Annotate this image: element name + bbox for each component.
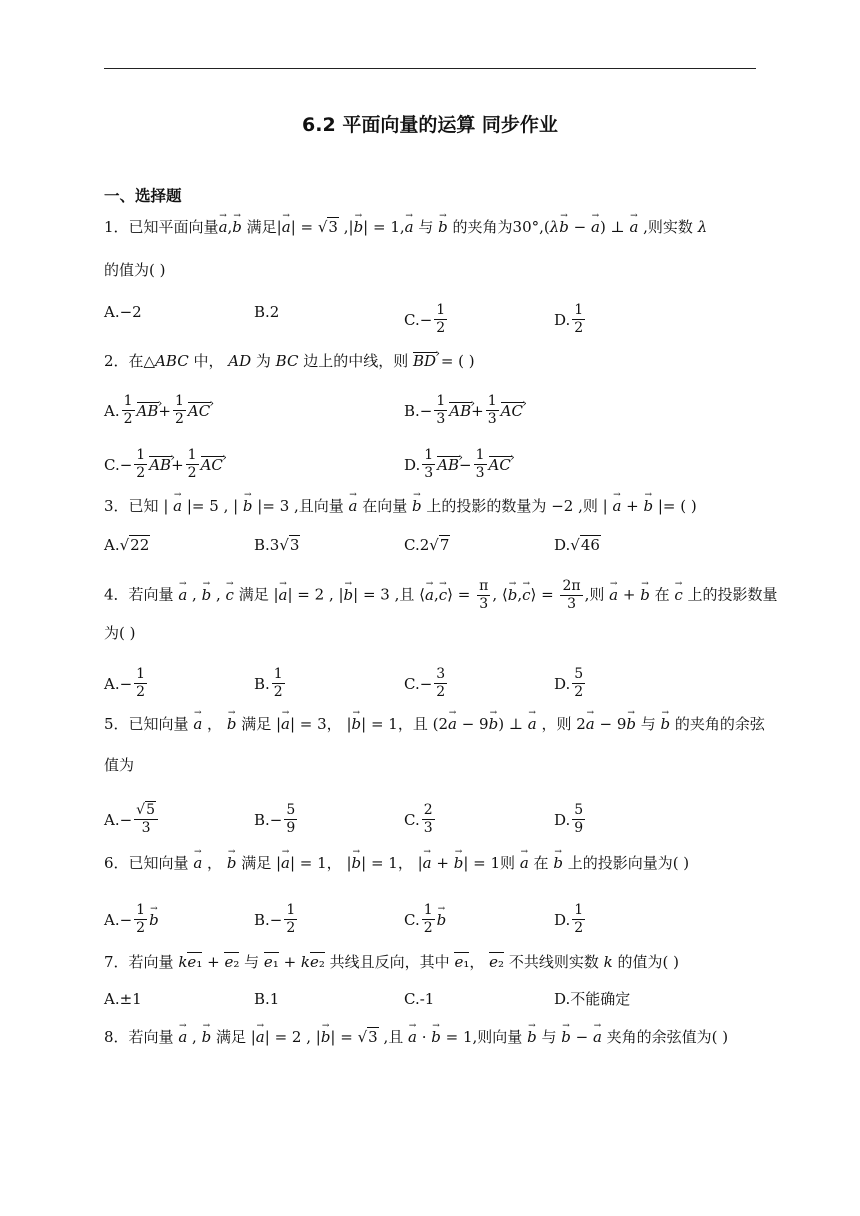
option-b[interactable]: B.− $\frac{1}{2}$ xyxy=(254,902,296,936)
section-heading: 一、选择题 xyxy=(104,187,182,205)
option-b[interactable]: B.2 xyxy=(254,303,280,321)
option-d[interactable]: D. $\frac{1}{2}$ xyxy=(554,302,584,336)
option-b[interactable]: B.3 √3 xyxy=(254,536,300,554)
option-d[interactable]: D. $\frac{1}{2}$ xyxy=(554,902,584,936)
question-3-stem: 3．已知 | → a |= 5 , | → b |= 3 ,且向量 → a 在向量 → b 上的投影的数量为 −2 ,则 | → a + → b |= ( ) xyxy=(104,496,697,516)
option-c[interactable]: C.2 √7 xyxy=(404,536,450,554)
question-7-stem: 7．若向量 ke₁ + e₂ 与 e₁ + ke₂ 共线且反向，其中 e₁， e₂ 不共线则实数 k 的值为( ) xyxy=(104,953,679,971)
option-a[interactable]: A.− $\frac{√5}{3}$ xyxy=(104,802,160,837)
option-b[interactable]: B. $\frac{1}{2}$ xyxy=(254,666,283,700)
option-a[interactable]: A. √22 xyxy=(104,536,150,554)
option-a[interactable]: A.− $\frac{1}{2}$ xyxy=(104,666,146,700)
option-d[interactable]: D. $\frac{5}{2}$ xyxy=(554,666,584,700)
page-title: 6.2 平面向量的运算 同步作业 xyxy=(302,114,558,136)
question-4-stem: 4．若向量 → a , → b , → c 满足 |→ a| = 2 , |→ b| = 3 ,且 ⟨→ a,→ c⟩ = $\frac{\pi}{3}$ , ⟨→ b,→ c⟩ = $\frac{2\pi}{3}$ ,则 → a + → b 在 → c 上的投影数量 xyxy=(104,578,778,613)
question-5-stem-cont: 值为 xyxy=(104,756,135,774)
option-b[interactable]: B.− $\frac{1}{3}$ AB › + $\frac{1}{3}$ AC › xyxy=(404,393,523,428)
question-4-stem-cont: 为( ) xyxy=(104,624,136,642)
option-c[interactable]: C. $\frac{1}{2}$ → b xyxy=(404,902,446,937)
option-b[interactable]: B.1 xyxy=(254,990,280,1008)
option-d[interactable]: D. $\frac{1}{3}$ AB › − $\frac{1}{3}$ AC › xyxy=(404,447,511,482)
option-c[interactable]: C. $\frac{2}{3}$ xyxy=(404,802,433,836)
option-c[interactable]: C.− $\frac{1}{2}$ AB › + $\frac{1}{2}$ AC › xyxy=(104,447,223,482)
option-c[interactable]: C.− $\frac{1}{2}$ xyxy=(404,302,446,336)
question-1-stem: 1．已知平面向量→ a,→ b 满足|→ a| = √3 ,|→ b| = 1,→ a 与 → b 的夹角为30°,(λ→ b − → a) ⊥ → a ,则实数 λ xyxy=(104,217,707,237)
option-a[interactable]: A.±1 xyxy=(104,990,142,1008)
header-rule xyxy=(104,68,756,69)
question-5-stem: 5．已知向量 → a ， → b 满足 |→ a| = 3， |→ b| = 1，且 (2→ a − 9→ b) ⊥ → a ，则 2→ a − 9→ b 与 → b 的夹角的余弦 xyxy=(104,714,765,734)
option-d[interactable]: D.不能确定 xyxy=(554,990,631,1008)
question-8-stem: 8．若向量 → a , → b 满足 |→ a| = 2 , |→ b| = √3 ,且 → a · → b = 1,则向量 → b 与 → b − → a 夹角的余弦值为( ) xyxy=(104,1027,728,1047)
option-c[interactable]: C.− $\frac{3}{2}$ xyxy=(404,666,446,700)
option-a[interactable]: A.− $\frac{1}{2}$ → b xyxy=(104,902,159,937)
option-c[interactable]: C.-1 xyxy=(404,990,435,1008)
question-2-stem: 2．在△ABC 中， AD 为 BC 边上的中线，则 BD › = ( ) xyxy=(104,351,475,371)
option-a[interactable]: A. $\frac{1}{2}$ AB › + $\frac{1}{2}$ AC › xyxy=(104,393,210,428)
option-d[interactable]: D. √46 xyxy=(554,536,600,554)
option-d[interactable]: D. $\frac{5}{9}$ xyxy=(554,802,584,836)
question-1-stem-cont: 的值为( ) xyxy=(104,261,166,279)
question-6-stem: 6．已知向量 → a ， → b 满足 |→ a| = 1， |→ b| = 1， |→ a + → b| = 1则 → a 在 → b 上的投影向量为( ) xyxy=(104,853,689,873)
option-a[interactable]: A.−2 xyxy=(104,303,142,321)
option-b[interactable]: B.− $\frac{5}{9}$ xyxy=(254,802,296,836)
